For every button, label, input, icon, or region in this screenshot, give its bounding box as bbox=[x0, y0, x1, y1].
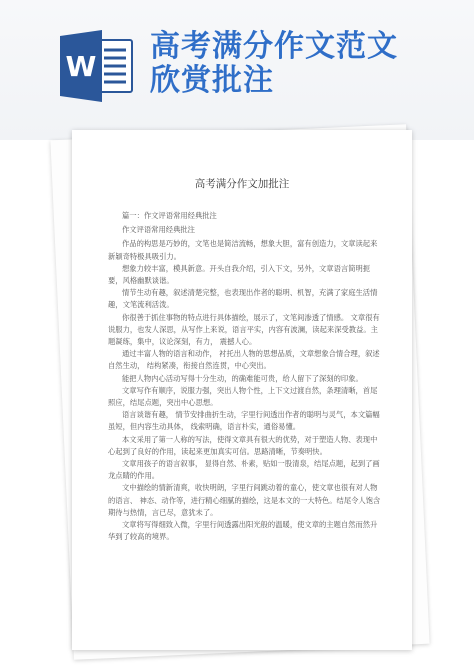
paragraph: 本文采用了第一人称的写法，使得文章具有很大的优势，对于塑造人物、表现中心起到了良好的作用，读起来更加真实可信。思路清晰，节奏明快。 bbox=[108, 434, 378, 456]
paragraph: 篇一：作文评语常用经典批注 bbox=[122, 211, 217, 220]
banner-title-line-1: 高考满分作文范文 bbox=[150, 29, 398, 64]
paragraph: 作文评语常用经典批注 bbox=[122, 225, 195, 235]
header-banner bbox=[0, 0, 474, 140]
banner-title-line-2: 欣赏批注 bbox=[150, 63, 274, 98]
document-title: 高考满分作文加批注 bbox=[194, 178, 290, 190]
banner-title bbox=[150, 30, 470, 98]
paragraph: 文章将写得细致入微，字里行间透露出阳光般的温暖，使文章的主题自然而然升华到了较高的境界。 bbox=[108, 520, 378, 542]
paragraph: 文章用孩子的语言叙事， 显得自然、朴素，贴如一股清泉，结尾点题，起到了画龙点睛的作用。 bbox=[108, 459, 380, 481]
paragraph: 通过丰富人物的语言和动作， 衬托出人物的思想品质，文章想象合情合理，叙述自然生动， 结构紧凑，衔接自然连贯，中心突出。 bbox=[108, 349, 380, 371]
paragraph: 语言谈谐有趣， 情节安排曲折生动，字里行间透出作者的聪明与灵气，本文篇幅虽短，但内容生动具体， 线索明确，语言朴实，通俗易懂。 bbox=[108, 410, 380, 432]
document-page bbox=[72, 130, 412, 650]
paragraph: 能把人物内心活动写得十分生动，的确难能可贵，给人留下了深刻的印象。 bbox=[122, 373, 363, 383]
document-body bbox=[108, 210, 384, 543]
word-icon bbox=[58, 30, 136, 102]
paragraph: 作品的构思是巧妙的，文笔也是简洁流畅，想象大胆，富有创造力，文章读起来新颖奇特极具吸引力。 bbox=[108, 239, 378, 261]
paragraph: 你很善于抓住事物的特点进行具体描绘，展示了，文笔间渗透了情感。 文章很有说服力，也发人深思，从写作上来说，语言平实，内容有波澜，读起来深受教益。主题凝练，集中，议论深刻，有力， 震撼人心。 bbox=[108, 312, 380, 347]
paragraph: 文章写作有顺序，说服力强，突出人物个性，上下文过渡自然，条理清晰，首尾照应，结尾点题，突出中心思想。 bbox=[108, 385, 378, 408]
paragraph: 想象力较丰富，模具新意。开头自我介绍，引入下文，另外，文章语言简明扼要，风格幽默谈谐。 bbox=[108, 263, 371, 286]
paragraph: 文中描绘的情新清爽，收快明朗，字里行间跳动着的童心，使文章也很有对人物的语言、 神态、动作等，进行精心细腻的描绘，这是本文的一大特色。结尾令人饱含期待与热情，言已尽，意犹未了。 bbox=[108, 483, 381, 517]
paragraph: 情节生动有趣，叙述清楚完整，也表现出作者的聪明、机智，充满了家庭生活情趣，文笔流利活泼。 bbox=[108, 288, 378, 310]
svg-text:W: W bbox=[65, 50, 97, 83]
